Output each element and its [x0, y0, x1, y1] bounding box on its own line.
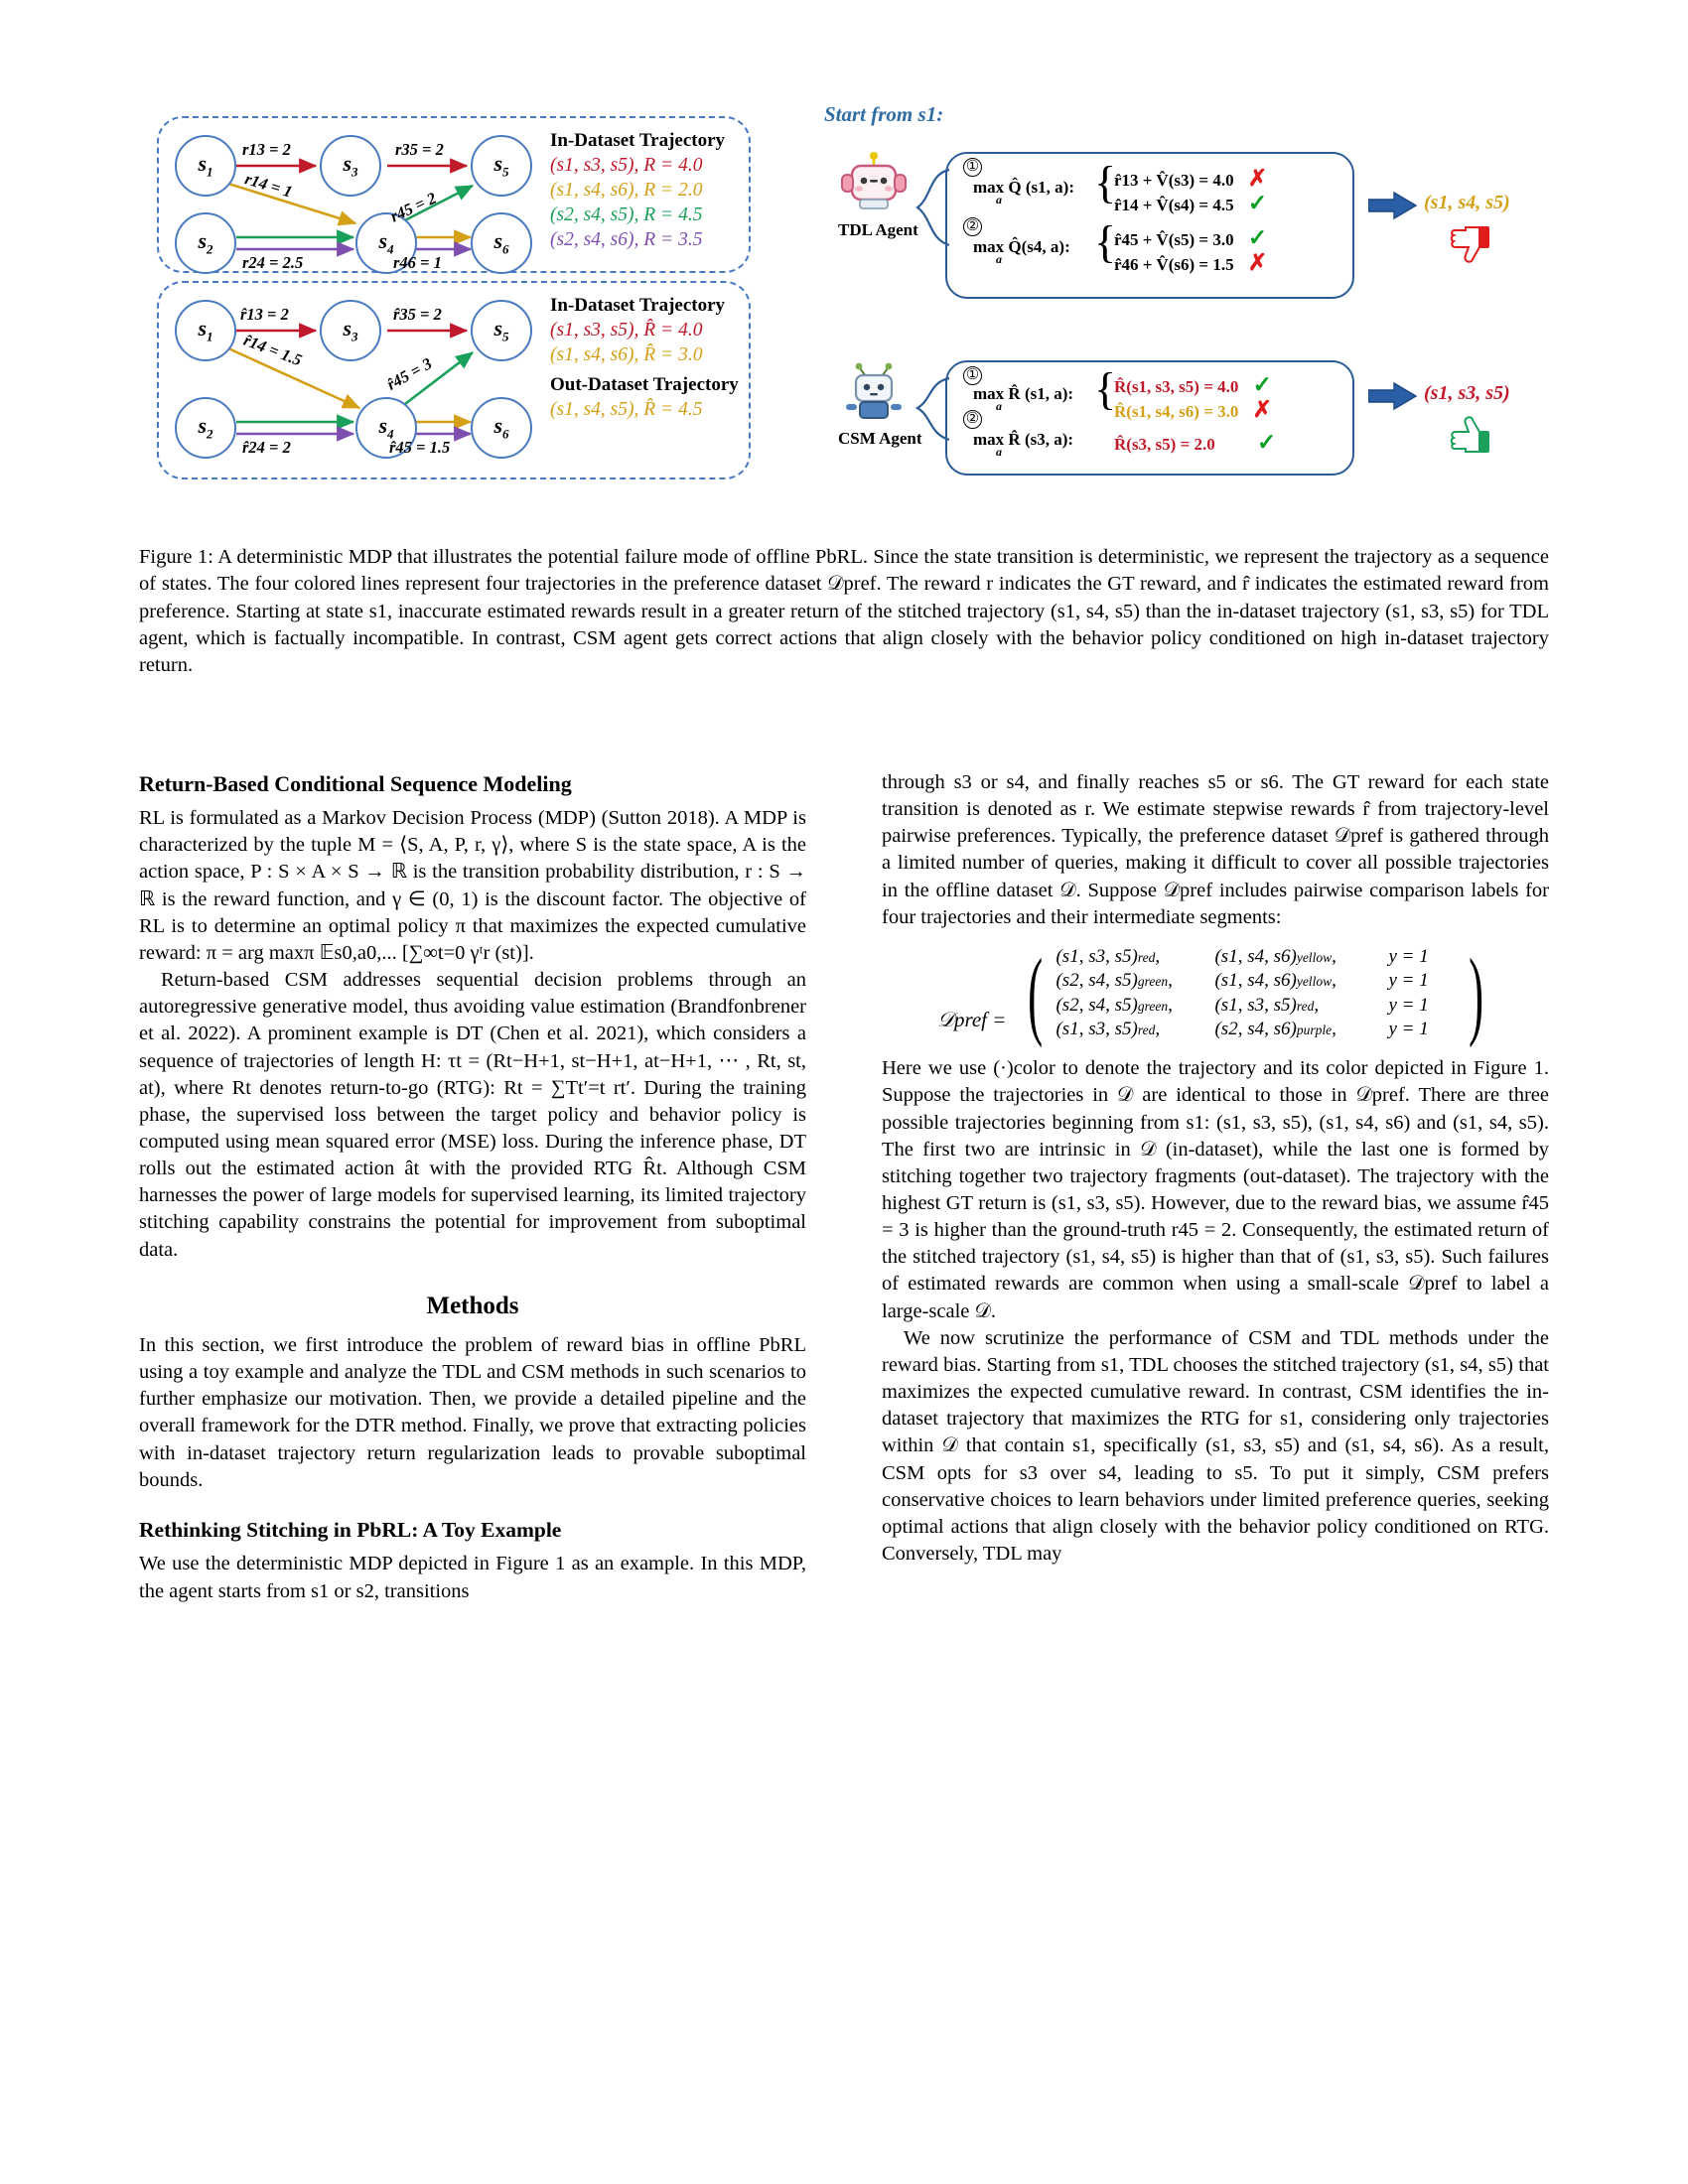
tdl-step-2-lhs [973, 237, 1070, 257]
csm-agent-label: CSM Agent [838, 429, 922, 448]
legend-bottom-row-out-0: (s1, s4, s5), R̂ = 4.5 [550, 399, 703, 420]
right-para-1: through s3 or s4, and finally reaches s5 or s6. The GT reward for each state transition is denoted as r. We estimate stepwise rewards r̂ from trajectory-level pairwise preferences. Typically, the preference dataset 𝒟pref is gathered through a limited number of queries, making it difficult to cover all possible trajectories in the offline dataset 𝒟. Suppose 𝒟pref includes pairwise comparison labels for four trajectories and their intermediate segments: [882, 771, 1549, 928]
edge-label-r24-top: r24 = 2.5 [242, 253, 304, 272]
tdl-step-1-row-0 [1114, 166, 1267, 192]
matrix-row-3-left: (s1, s3, s5)red, [1055, 1018, 1161, 1039]
matrix-row-2-y: y = 1 [1388, 994, 1429, 1016]
legend-top-title: In-Dataset Trajectory [550, 130, 726, 151]
tdl-step-1-number: ① [963, 158, 982, 177]
node-s5-top: $s_5$ [471, 135, 532, 197]
tdl-step-1-lhs [973, 178, 1074, 198]
tdl-step-2-row-1 [1114, 250, 1267, 276]
matrix-row-3-y: y = 1 [1388, 1018, 1429, 1039]
heading-rethinking-stitching: Rethinking Stitching in PbRL: A Toy Example [139, 1517, 562, 1542]
left-para-1: RL is formulated as a Markov Decision Process (MDP) (Sutton 2018). A MDP is characterized by the tuple M = ⟨S, A, P, r, γ⟩, where S is the state space, A is the action space, P : S × A × S → ℝ is the transition probability distribution, r : S → ℝ is the reward function, and γ ∈ (0, 1) is the discount factor. The objective of RL is to determine an optimal policy π that maximizes the expected cumulative reward: π = arg maxπ 𝔼s0,a0,... [∑∞t=0 γᵗr (st)]. [139, 807, 806, 964]
thumbs-down-icon [1450, 223, 1493, 265]
tdl-step-2-row-1-mark: ✗ [1247, 250, 1268, 275]
tdl-step-2-brace: { [1094, 216, 1117, 267]
csm-step-1-row-0 [1114, 372, 1272, 398]
right-para-2: Here we use (·)color to denote the trajectory and its color depicted in Figure 1. Suppose the trajectories in 𝒟 are identical to those in 𝒟pref. There are three possible trajectories beginning from s1: (s1, s3, s5), (s1, s4, s6) and (s1, s4, s5). The first two are intrinsic in 𝒟 (in-dataset), while the last one is formed by stitching together two trajectory fragments (out-dataset). The trajectory with the highest GT return is (s1, s3, s5). However, due to the reward bias, we assume r̂45 = 3 is higher than the ground-truth r45 = 2. Consequently, the estimated return of the stitched trajectory (s1, s4, s5) is higher than that of (s1, s3, s5). Such failures of estimated rewards are common when using a small-scale 𝒟pref to label a large-scale 𝒟. [882, 1057, 1549, 1322]
matrix-row-2-right: (s1, s3, s5)red, [1214, 994, 1320, 1016]
thumbs-up-icon [1450, 414, 1493, 456]
tdl-step-1-row-0-text: r̂13 + V̂(s3) = 4.0 [1114, 171, 1234, 190]
left-para-toy-example: We use the deterministic MDP depicted in Figure 1 as an example. In this MDP, the agent starts from s1 or s2, transitions [139, 1553, 806, 1602]
edge-label-r45-bottom: r̂45 = 3 [383, 353, 436, 394]
csm-step-1-lhs [973, 384, 1073, 404]
csm-output-arrow-icon [1368, 382, 1420, 412]
tdl-output-arrow-icon [1368, 192, 1420, 221]
tdl-step-1-brace: { [1094, 157, 1117, 207]
csm-step-1-number: ① [963, 366, 982, 385]
edge-label-r24-bottom: r̂24 = 2 [242, 438, 291, 457]
legend-top-row-0: (s1, s3, s5), R = 4.0 [550, 155, 703, 176]
matrix-row-3-right: (s2, s4, s6)purple, [1214, 1018, 1336, 1039]
edge-label-r13-top: r13 = 2 [242, 140, 291, 159]
matrix-row [1055, 1018, 1456, 1041]
left-para-methods: In this section, we first introduce the problem of reward bias in offline PbRL using a toy example and analyze the TDL and CSM methods in such scenarios to further emphasize our motivation. Then, we provide a detailed pipeline and the overall framework for the DTR method. Finally, we prove that extracting policies with in-dataset trajectory return regularization leads to provable suboptimal bounds. [139, 1333, 806, 1491]
heading-return-based-csm: Return-Based Conditional Sequence Modeling [139, 771, 572, 796]
tdl-step-1-row-1-mark: ✓ [1247, 191, 1268, 215]
tdl-step-2-row-0-text: r̂45 + V̂(s5) = 3.0 [1114, 230, 1234, 249]
csm-step-2-argmax-var: a [996, 445, 1002, 459]
legend-top-row-1: (s1, s4, s6), R = 2.0 [550, 180, 703, 201]
left-para-2: Return-based CSM addresses sequential decision problems through an autoregressive generative model, thus avoiding value estimation (Brandfonbrener et al. 2022). A prominent example is DT (Chen et al. 2021), which considers a sequence of trajectories of length H: τt = (Rt−H+1, st−H+1, at−H+1, ⋯ , Rt, st, at), where Rt denotes return-to-go (RTG): Rt = ∑Tt′=t rt′. During the training phase, the supervised loss between the target policy and behavior policy is computed using mean squared error (MSE) loss. During the inference phase, DT rolls out the estimated action ât with the provided RTG R̂t. Although CSM harnesses the power of large models for supervised learning, its limited trajectory stitching capability constrains the potential for improvement from suboptimal data. [139, 969, 806, 1261]
tdl-agent-label: TDL Agent [838, 220, 918, 239]
csm-step-1-row-1-mark: ✗ [1252, 397, 1272, 422]
node-s1-bottom: $s_1$ [175, 300, 236, 361]
matrix-right-paren: ) [1469, 937, 1484, 1048]
tdl-step-1-lhs-text: max Q̂ (s1, a): [973, 178, 1074, 197]
tdl-step-2-row-1-text: r̂46 + V̂(s6) = 1.5 [1114, 255, 1234, 274]
edge-label-r13-bottom: r̂13 = 2 [240, 305, 289, 324]
edge-label-r46-bottom: r̂45 = 1.5 [389, 438, 451, 457]
csm-step-2-number: ② [963, 410, 982, 429]
csm-agent-block [838, 360, 922, 449]
tdl-step-1-row-1 [1114, 191, 1267, 216]
tdl-step-1-row-0-mark: ✗ [1247, 166, 1268, 191]
legend-bottom-title-in: In-Dataset Trajectory [550, 295, 726, 316]
edge-label-r35-top: r35 = 2 [395, 140, 444, 159]
legend-top-row-2: (s2, s4, s5), R = 4.5 [550, 205, 703, 225]
edge-label-r35-bottom: r̂35 = 2 [393, 305, 442, 324]
figure-caption [139, 544, 1549, 679]
csm-step-2-row-0-mark: ✓ [1257, 430, 1277, 455]
node-s1-top: $s_1$ [175, 135, 236, 197]
tdl-output-trajectory: (s1, s4, s5) [1424, 192, 1510, 213]
node-s2-bottom: $s_2$ [175, 397, 236, 459]
matrix-row-0-y: y = 1 [1388, 945, 1429, 967]
mdp-diagrams [139, 104, 755, 501]
tdl-callout-tail [915, 164, 959, 283]
node-s3-top: $s_3$ [320, 135, 381, 197]
node-s4-bottom: $s_4$ [355, 397, 417, 459]
matrix-rows [1055, 945, 1456, 1041]
figure-caption-text: A deterministic MDP that illustrates the potential failure mode of offline PbRL. Since the state transition is deterministic, we represent the trajectory as a sequence of states. The four colored lines represent four trajectories in the preference dataset 𝒟pref. The reward r indicates the GT reward, and r̂ indicates the estimated reward from preference. Starting at state s1, inaccurate estimated rewards result in a greater return of the stitched trajectory (s1, s4, s5) than the in-dataset trajectory (s1, s3, s5) for TDL agent, which is factually incompatible. In contrast, CSM agent gets correct actions that align closely with the behavior policy conditioned on high in-dataset trajectory return. [139, 546, 1549, 676]
csm-step-1-row-1 [1114, 397, 1272, 423]
legend-bottom-row-in-1: (s1, s4, s6), R̂ = 3.0 [550, 344, 703, 365]
start-from-label: Start from s1: [824, 102, 944, 126]
matrix-row-2-left: (s2, s4, s5)green, [1055, 994, 1173, 1016]
csm-step-1-row-0-mark: ✓ [1252, 372, 1272, 397]
csm-step-2-row-0 [1114, 430, 1276, 456]
figure-1 [139, 94, 1549, 551]
csm-step-1-brace: { [1094, 363, 1117, 414]
right-column [882, 769, 1549, 1568]
csm-step-1-row-0-text: R̂(s1, s3, s5) = 4.0 [1114, 377, 1239, 396]
node-s6-top: $s_6$ [471, 212, 532, 274]
csm-callout-tail [915, 372, 959, 468]
edge-label-r45-top: r45 = 2 [387, 188, 440, 226]
node-s2-top: $s_2$ [175, 212, 236, 274]
node-s5-bottom: $s_5$ [471, 300, 532, 361]
node-s6-bottom: $s_6$ [471, 397, 532, 459]
tdl-step-1-argmax-var: a [996, 193, 1002, 206]
node-s4-top: $s_4$ [355, 212, 417, 274]
legend-top-row-3: (s2, s4, s6), R = 3.5 [550, 229, 703, 250]
matrix-left-paren: ( [1028, 937, 1044, 1048]
tdl-step-2-number: ② [963, 217, 982, 236]
csm-step-1-lhs-text: max R̂ (s1, a): [973, 384, 1074, 403]
csm-step-2-lhs [973, 430, 1073, 450]
tdl-step-2-row-0-mark: ✓ [1247, 225, 1268, 250]
right-para-3: We now scrutinize the performance of CSM and TDL methods under the reward bias. Starting from s1, TDL chooses the stitched trajectory (s1, s4, s5) that maximizes the expected cumulative reward. In contrast, CSM identifies the in-dataset trajectory that maximizes the RTG for s1, considering only trajectories within 𝒟 that contain s1, specifically (s1, s3, s5) and (s1, s4, s6). As a result, CSM opts for s3 over s4, leading to s5. To put it simply, CSM prefers conservative choices to learn behaviors under limited preference queries, seeking optimal actions that align closely with the behavior policy conditioned on RTG. Conversely, TDL may [882, 1326, 1549, 1565]
tdl-step-2-row-0 [1114, 225, 1267, 251]
dpref-matrix [1019, 937, 1493, 1048]
matrix-row-1-right: (s1, s4, s6)yellow, [1214, 970, 1336, 992]
tdl-robot-icon [838, 152, 910, 213]
csm-step-2-lhs-text: max R̂ (s3, a): [973, 430, 1074, 449]
matrix-row-1-y: y = 1 [1388, 970, 1429, 992]
matrix-row [1055, 994, 1456, 1018]
legend-bottom-row-in-0: (s1, s3, s5), R̂ = 4.0 [550, 320, 703, 341]
tdl-agent-block [838, 152, 918, 240]
csm-step-1-row-1-text: R̂(s1, s4, s6) = 3.0 [1114, 402, 1239, 421]
matrix-row-0-left: (s1, s3, s5)red, [1055, 945, 1161, 967]
dpref-equation [882, 937, 1549, 1048]
csm-output-trajectory: (s1, s3, s5) [1424, 382, 1510, 404]
edge-label-r14-top: r14 = 1 [242, 169, 295, 202]
legend-bottom-title-out: Out-Dataset Trajectory [550, 374, 739, 395]
csm-step-2-row-0-text: R̂(s3, s5) = 2.0 [1114, 435, 1215, 454]
left-column [139, 769, 806, 1605]
edge-label-r46-top: r46 = 1 [393, 253, 442, 272]
csm-step-1-argmax-var: a [996, 399, 1002, 413]
node-s3-bottom: $s_3$ [320, 300, 381, 361]
dpref-equation-lhs: 𝒟pref = [937, 1007, 1007, 1031]
figure-caption-label: Figure 1: [139, 546, 213, 568]
tdl-step-2-lhs-text: max Q̂(s4, a): [973, 237, 1070, 256]
tdl-step-1-row-1-text: r̂14 + V̂(s4) = 4.5 [1114, 196, 1234, 214]
matrix-row [1055, 945, 1456, 969]
matrix-row [1055, 969, 1456, 993]
tdl-step-2-argmax-var: a [996, 252, 1002, 266]
matrix-row-1-left: (s2, s4, s5)green, [1055, 970, 1173, 992]
heading-methods: Methods [426, 1292, 519, 1319]
matrix-row-0-right: (s1, s4, s6)yellow, [1214, 945, 1336, 967]
csm-robot-icon [838, 360, 910, 422]
agent-reasoning-panel [824, 94, 1549, 551]
edge-label-r14-bottom: r̂14 = 1.5 [240, 330, 305, 370]
